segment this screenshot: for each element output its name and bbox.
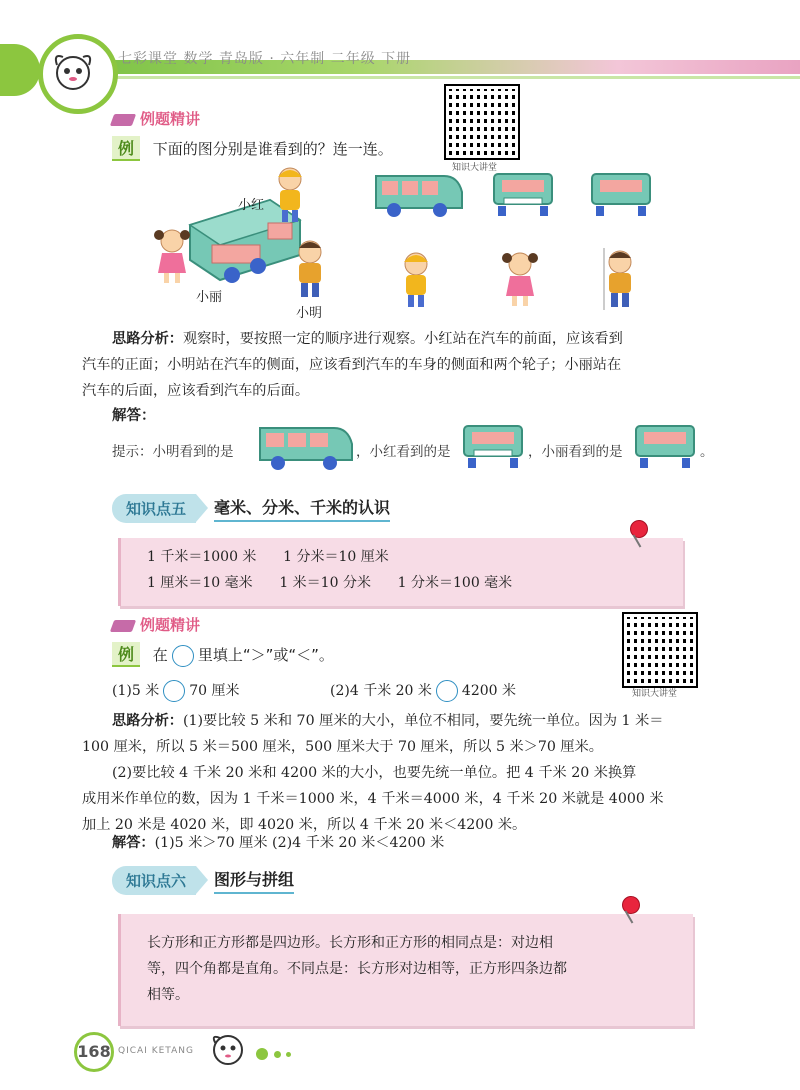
example2-item2: (2)4 千米 20 米 4200 米 (330, 680, 516, 702)
pencil-icon (110, 620, 136, 632)
example2-question: 例 在 里填上“＞”或“＜”。 (112, 642, 334, 667)
section5-label: 知识点五 (112, 494, 196, 523)
kid-xiaohong-top (270, 165, 310, 225)
kid-xiaoli-left (150, 225, 194, 287)
header-left-tab (0, 44, 40, 96)
example-tag: 例 (112, 136, 140, 161)
example2-item1: (1)5 米 70 厘米 (112, 680, 239, 702)
hint-bus-back-view (632, 424, 698, 474)
header-title: 七彩课堂 数学 青岛版 · 六年制 二年级 下册 (118, 51, 412, 67)
section6-header (112, 866, 294, 895)
section6-label: 知识点六 (112, 866, 196, 895)
qr-code-icon (446, 86, 518, 158)
footer-dot-large (256, 1048, 268, 1060)
hint-text-b: ，小红看到的是 (356, 444, 451, 460)
kid-xiaoming-right (290, 238, 330, 302)
section6-note (118, 914, 693, 1026)
hint-text-c: ，小丽看到的是 (528, 444, 623, 460)
kid-xiaoli-bottom (498, 248, 542, 310)
label-xiaoli: 小丽 (196, 290, 223, 305)
analysis-2: 思路分析：(1)要比较 5 米和 70 厘米的大小，单位不相同，要先统一单位。因为 1 米＝ 100 厘米，所以 5 米＝500 厘米，500 厘米大于 70 厘米，所以 5 米＞70 厘米。 (2)要比较 4 千米 20 米和 4200 米的大小，也要先统一单位。把 4 千米 20 米换算 成用米作单位的数，因为 1 千米＝1000 米，4 千米＝4000 米，4 千米 20 米就是 4000 米 加上 20 米是 4020 米，即 4020 米，所以 4 千米 20 米＜4200 米。 (82, 713, 664, 833)
answer-circle-icon (172, 645, 194, 667)
qr-caption: 知识大讲堂 (452, 163, 498, 173)
pushpin-icon (622, 896, 640, 914)
pushpin-icon (630, 520, 648, 538)
section6-title: 图形与拼组 (214, 867, 294, 894)
qr-caption-2: 知识大讲堂 (632, 689, 678, 699)
footer-dot-medium (274, 1051, 281, 1058)
section5-note (118, 538, 683, 606)
footer-brand: QICAI KETANG (118, 1046, 194, 1056)
analysis-1: 思路分析：观察时，要按照一定的顺序进行观察。小红站在汽车的前面，应该看到 汽车的正面；小明站在汽车的侧面，应该看到汽车的车身的侧面和两个轮子；小丽站在 汽车的后面，应该看到汽车的后面。 (82, 331, 623, 399)
mascot-icon (43, 39, 103, 99)
label-xiaohong: 小红 (238, 198, 265, 213)
header-bar-line (70, 76, 800, 79)
section5-title: 毫米、分米、千米的认识 (214, 495, 390, 522)
qr-code-icon-2 (624, 614, 696, 686)
kid-xiaohong-bottom (396, 250, 436, 310)
bus-side-view (374, 172, 464, 218)
mascot-footer-icon (204, 1030, 254, 1074)
bus-front-view (490, 172, 556, 220)
answer-circle-icon (163, 680, 185, 702)
bus-back-view (588, 172, 654, 220)
mascot-logo (38, 34, 118, 114)
example-heading: 例题精讲 (112, 108, 200, 129)
section6-line2: 等，四个角都是直角。不同点是：长方形对边相等，正方形四条边都 (147, 961, 567, 977)
answer-circle-icon (436, 680, 458, 702)
kid-xiaoming-bottom (600, 248, 640, 312)
hint-text-a: 提示：小明看到的是 (112, 444, 234, 460)
hint-text-d: 。 (700, 444, 714, 460)
answer-label-1: 解答： (112, 408, 156, 424)
section6-line3: 相等。 (147, 987, 189, 1003)
footer-dot-small (286, 1052, 291, 1057)
hint-bus-side-view (258, 424, 354, 472)
section5-header (112, 494, 390, 523)
example2-heading: 例题精讲 (112, 614, 200, 635)
label-xiaoming: 小明 (296, 306, 323, 321)
section5-line1: 1 千米＝1000 米 1 分米＝10 厘米 (147, 549, 389, 565)
page-number: 168 (74, 1032, 114, 1072)
example2-tag: 例 (112, 642, 140, 667)
section5-line2: 1 厘米＝10 毫米 1 米＝10 分米 1 分米＝100 毫米 (147, 575, 513, 591)
answer-2: 解答：(1)5 米＞70 厘米 (2)4 千米 20 米＜4200 米 (112, 835, 445, 851)
example-question: 例 下面的图分别是谁看到的？连一连。 (112, 136, 393, 161)
hint-bus-front-view (460, 424, 526, 474)
pencil-icon (110, 114, 136, 126)
section6-line1: 长方形和正方形都是四边形。长方形和正方形的相同点是：对边相 (147, 935, 553, 951)
